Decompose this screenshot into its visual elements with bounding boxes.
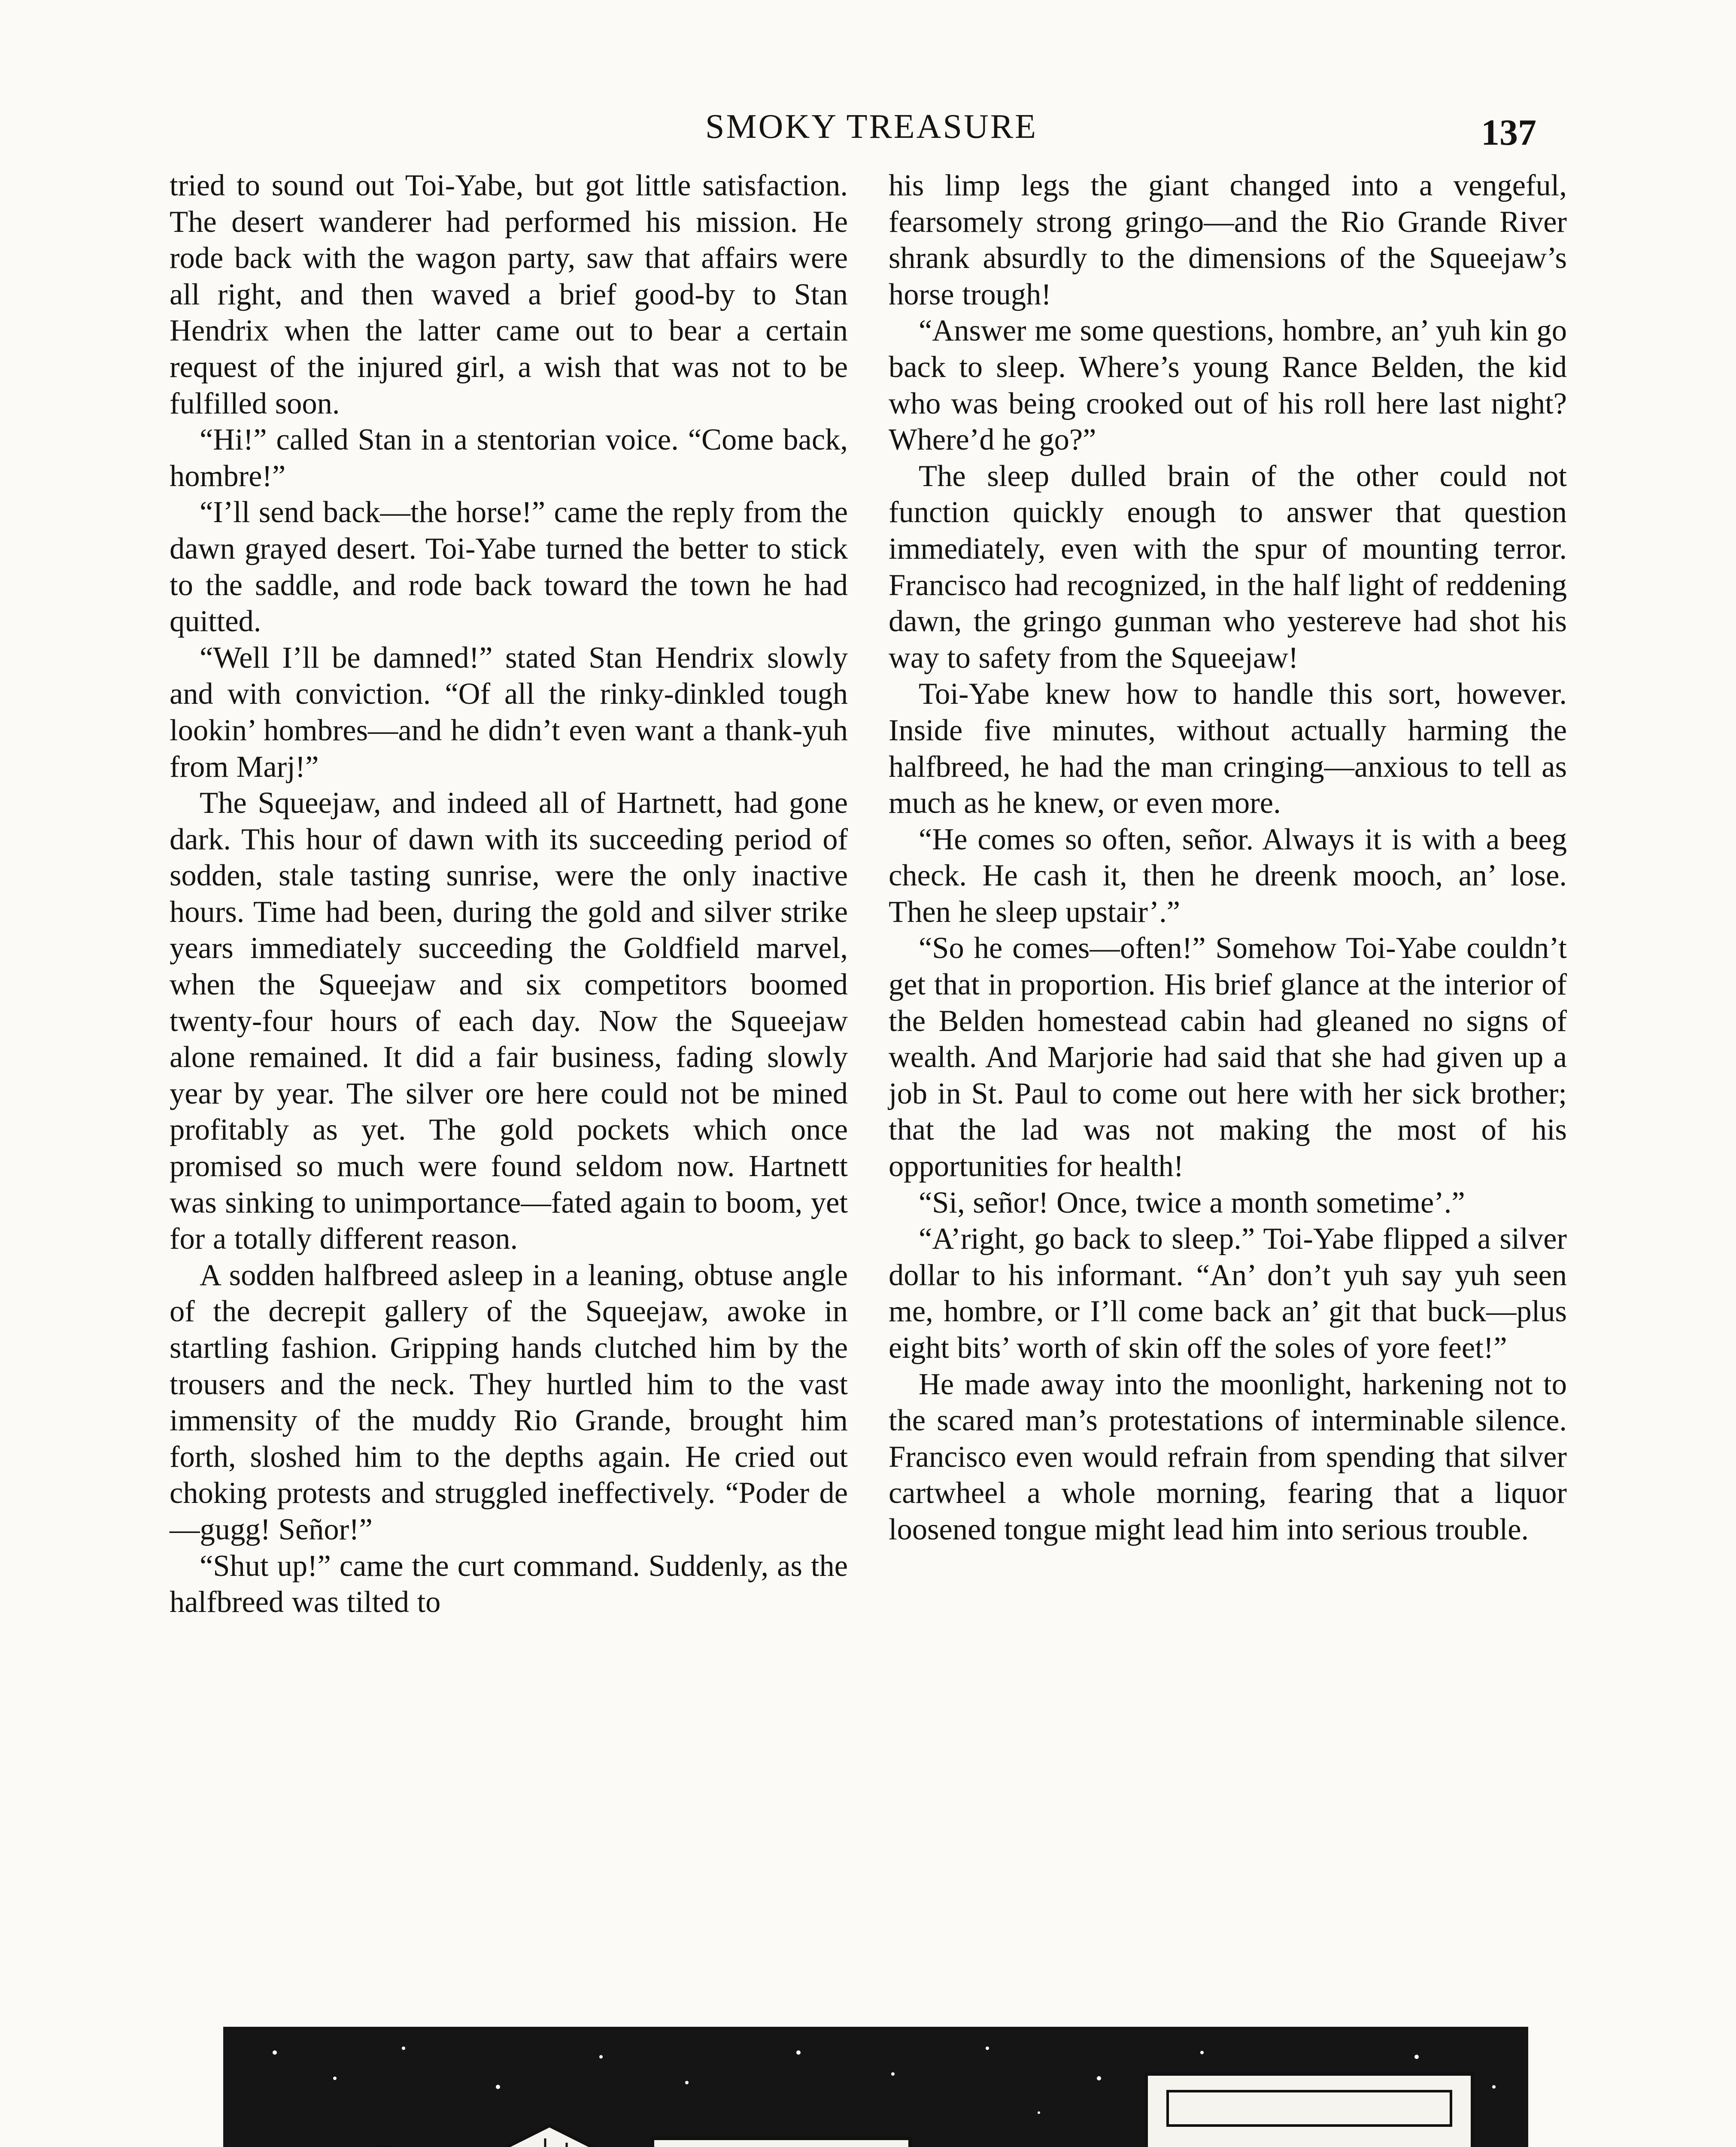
paragraph: “I’ll send back—the horse!” came the reply from the dawn grayed desert. Toi-Yabe turned the better to stick to the saddle, and rode back toward the town he had quitted. (170, 496, 848, 639)
paragraph: “So he comes—often!” Somehow Toi-Yabe couldn’t get that in proportion. His brief glance at the interior of the Belden homestead cabin had gleaned no signs of wealth. And Marjorie had said that she had given up a job in St. Paul to come out here with her sick brother; that the lad was not making the most of his opportunities for health! (889, 931, 1567, 1183)
paragraph: The sleep dulled brain of the other could not function quickly enough to answer that question immediately, even with the spur of mounting terror. Francisco had recognized, in the half light of reddening dawn, the gringo gunman who yestereve had shot his way to safety from the Squeejaw! (889, 459, 1567, 675)
town-night-illustration (223, 2027, 1528, 2147)
paragraph: tried to sound out Toi-Yabe, but got little satisfaction. The desert wanderer had performed his mission. He rode back with the wagon party, saw that affairs were all right, and then waved a brief good-by to Stan Hendrix when the latter came out to bear a certain request of the injured girl, a wish that was not to be fulfilled soon. (170, 169, 848, 420)
paragraph: “Well I’ll be damned!” stated Stan Hendrix slowly and with conviction. “Of all the rinky-dinkled tough lookin’ hombres—and he didn’t even want a thank-yuh from Marj!” (170, 641, 848, 784)
paragraph: “Shut up!” came the curt command. Suddenly, as the halfbreed was tilted to (170, 1549, 848, 1619)
running-head: SMOKY TREASURE (705, 108, 1038, 146)
paragraph: “He comes so often, señor. Always it is with a beeg check. He cash it, then he dreenk mooch, an’ lose. Then he sleep upstair’.” (889, 822, 1567, 929)
text-column-right (889, 167, 1567, 1548)
paragraph: his limp legs the giant changed into a vengeful, fearsomely strong gringo—and the Rio Grande River shrank absurdly to the dimensions of the Squeejaw’s horse trough! (889, 169, 1567, 311)
paragraph: Toi-Yabe knew how to handle this sort, however. Inside five minutes, without actually harming the halfbreed, he had the man cringing—anxious to tell as much as he knew, or even more. (889, 677, 1567, 820)
text-column-left (170, 167, 848, 1621)
paragraph: “Si, señor! Once, twice a month sometime’.” (919, 1186, 1465, 1219)
paragraph: The Squeejaw, and indeed all of Hartnett, had gone dark. This hour of dawn with its succeeding period of sodden, stale tasting sunrise, were the only inactive hours. Time had been, during the gold and silver strike years immediately succeeding the Goldfield marvel, when the Squeejaw and six competitors boomed twenty-four hours of each day. Now the Squeejaw alone remained. It did a fair business, fading slowly year by year. The silver ore here could not be mined profitably as yet. The gold pockets which once promised so much were found seldom now. Hartnett was sinking to unimportance—fated again to boom, yet for a totally different reason. (170, 786, 848, 1256)
page-number: 137 (1481, 112, 1536, 153)
paragraph: “A’right, go back to sleep.” Toi-Yabe flipped a silver dollar to his informant. “An’ don’t yuh say yuh seen me, hombre, or I’ll come back an’ git that buck—plus eight bits’ worth of skin off the soles of yore feet!” (889, 1222, 1567, 1365)
paragraph: “Answer me some questions, hombre, an’ yuh kin go back to sleep. Where’s young Rance Belden, the kid who was being crooked out of his roll here last night? Where’d he go?” (889, 314, 1567, 457)
paragraph: A sodden halfbreed asleep in a leaning, obtuse angle of the decrepit gallery of the Squeejaw, awoke in startling fashion. Gripping hands clutched him by the trousers and the neck. They hurtled him to the vast immensity of the muddy Rio Grande, brought him forth, sloshed him to the depths again. He cried out choking protests and struggled ineffectively. “Poder de—gugg! Señor!” (170, 1258, 848, 1546)
saloon-building (1116, 2074, 1472, 2147)
paragraph: He made away into the moonlight, harkening not to the scared man’s protestations of interminable silence. Francisco even would refrain from spending that silver cartwheel a whole morning, fearing that a liquor loosened tongue might lead him into serious trouble. (889, 1367, 1567, 1546)
paragraph: “Hi!” called Stan in a stentorian voice. “Come back, hombre!” (170, 423, 848, 493)
false-front-store (653, 2138, 910, 2147)
